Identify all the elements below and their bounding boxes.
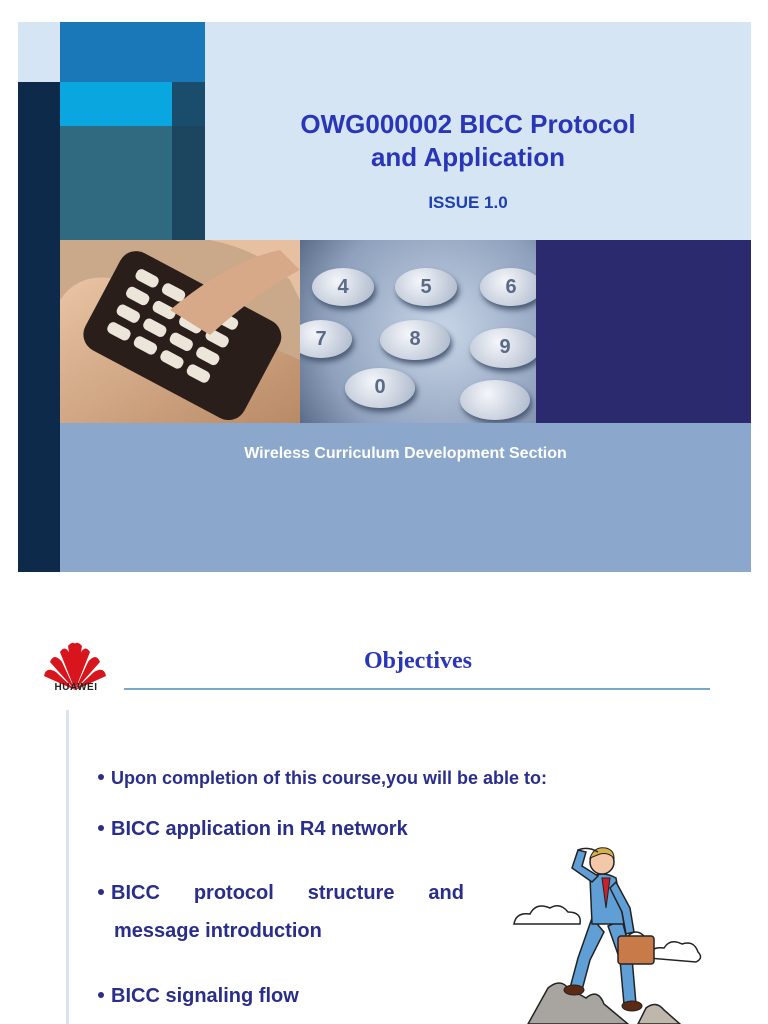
phone-illustration xyxy=(60,240,300,423)
bullet-item-2 xyxy=(98,882,468,905)
bullet-item-3-text: BICC signaling flow xyxy=(111,985,299,1007)
phone-keypad-photo xyxy=(60,240,300,423)
cloud-icon xyxy=(648,942,701,962)
key-4: 4 xyxy=(312,268,374,306)
word: and xyxy=(428,882,464,904)
businessman-clipart xyxy=(508,828,704,1024)
word: structure xyxy=(307,882,395,904)
slide-title xyxy=(278,108,658,174)
decor-block-blue xyxy=(60,22,205,82)
bullet-item-2-line2: message introduction xyxy=(114,920,322,942)
key-8: 8 xyxy=(380,320,450,360)
decor-block-cyan xyxy=(60,82,172,126)
objectives-title: Objectives xyxy=(364,648,472,674)
decor-block xyxy=(18,22,60,82)
cloud-icon xyxy=(514,906,580,924)
slide-title-line2: and Application xyxy=(370,142,566,172)
bullet-dot xyxy=(98,774,104,780)
bullet-dot xyxy=(98,992,104,998)
bullet-dot xyxy=(98,825,104,831)
bullet-item-3 xyxy=(98,985,299,1008)
decor-block-dark xyxy=(172,82,205,126)
decor-block-teal xyxy=(60,126,172,240)
title-slide xyxy=(18,22,751,572)
keypad-closeup-photo xyxy=(300,240,536,423)
briefcase-icon xyxy=(618,936,654,964)
issue-label: ISSUE 1.0 xyxy=(428,193,508,212)
huawei-logo-text: HUAWEI xyxy=(54,682,98,693)
bullet-intro xyxy=(98,768,547,789)
word: BICC xyxy=(111,882,160,904)
bullet-intro-text: Upon completion of this course,you will be able to: xyxy=(111,768,548,788)
title-divider xyxy=(124,688,710,690)
slide-title-line1: OWG000002 BICC Protocol xyxy=(300,109,636,139)
bullet-item-1 xyxy=(98,818,408,841)
key-hash xyxy=(460,380,530,420)
bullet-item-1-text: BICC application in R4 network xyxy=(111,818,408,840)
key-0: 0 xyxy=(345,368,415,408)
key-7: 7 xyxy=(300,320,352,358)
key-9: 9 xyxy=(470,328,536,368)
key-5: 5 xyxy=(395,268,457,306)
slide-subtitle: Wireless Curriculum Development Section xyxy=(244,445,567,462)
bullet-item-2-line1 xyxy=(111,882,464,905)
left-margin-line xyxy=(66,710,69,1024)
left-navy-bar xyxy=(18,82,60,572)
navy-block xyxy=(536,240,751,423)
bullet-dot xyxy=(98,889,104,895)
objectives-slide xyxy=(0,610,768,1024)
decor-block-navy xyxy=(172,126,205,240)
word: protocol xyxy=(193,882,274,904)
key-6: 6 xyxy=(480,268,536,306)
